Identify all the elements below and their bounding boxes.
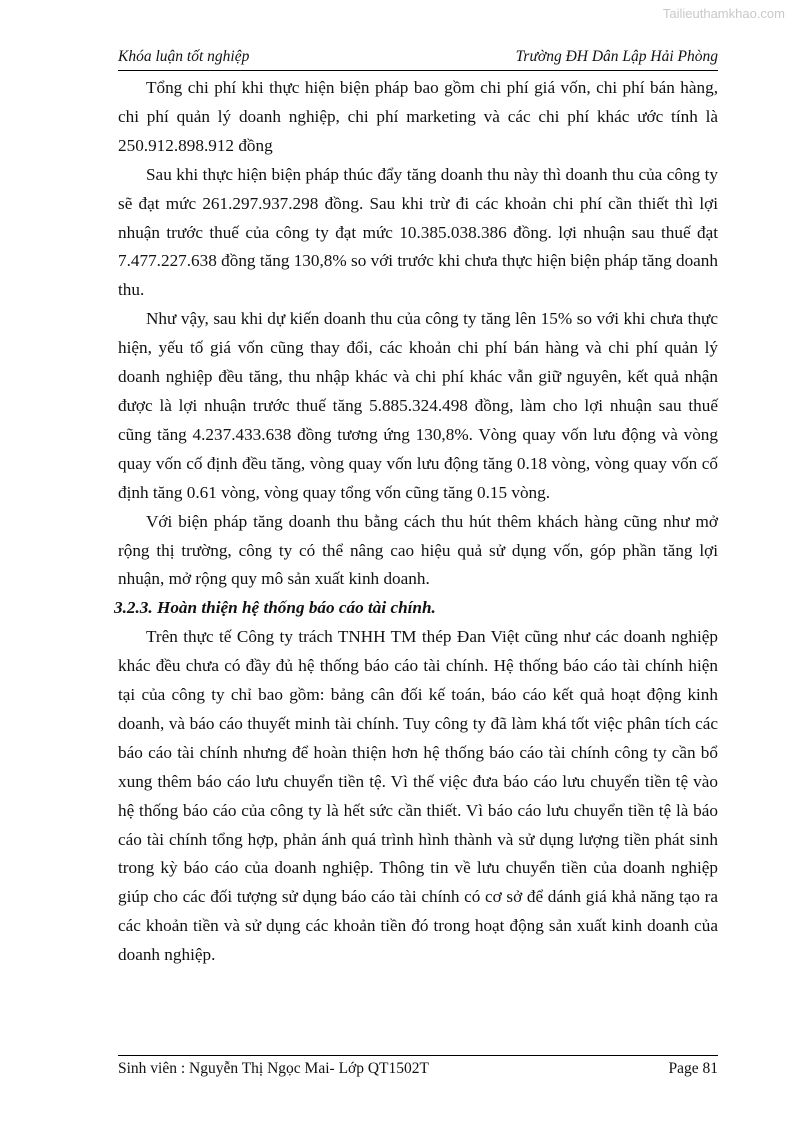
paragraph-financial-reports: Trên thực tế Công ty trách TNHH TM thép Đan Việt cũng như các doanh nghiệp khác đều chưa có đầy đủ hệ thống báo cáo tài chính. Hệ thống báo cáo tài chính hiện tại của công ty chỉ bao gồm: bảng cân đối kế toán, báo cáo kết quả hoạt động kinh doanh, và báo cáo thuyết minh tài chính. Tuy công ty đã làm khá tốt việc phân tích các báo cáo tài chính nhưng để hoàn thiện hơn hệ thống báo cáo tài chính công ty cần bổ xung thêm báo cáo lưu chuyển tiền tệ. Vì thế việc đưa báo cáo lưu chuyển tiền tệ vào hệ thống báo cáo của công ty là hết sức cần thiết. Vì báo cáo lưu chuyển tiền tệ là báo cáo tài chính tổng hợp, phản ánh quá trình hình thành và sử dụng lượng tiền phát sinh trong kỳ báo cáo của doanh nghiệp. Thông tin về lưu chuyển tiền của doanh nghiệp giúp cho các đối tượng sử dụng báo cáo tài chính có cơ sở để dánh giá khả năng tạo ra các khoản tiền và sử dụng các khoản tiền đó trong hoạt động sản xuất kinh doanh của doanh nghiệp. — [118, 627, 718, 965]
paragraph-total-cost: Tổng chi phí khi thực hiện biện pháp bao gồm chi phí giá vốn, chi phí bán hàng, chi phí quản lý doanh nghiệp, chi phí marketing và các chi phí khác ước tính là 250.912.898.912 đồng — [118, 78, 718, 155]
header-university: Trường ĐH Dân Lập Hải Phòng — [515, 48, 718, 65]
page-header — [118, 48, 718, 71]
watermark: Tailieuthamkhao.com — [662, 6, 785, 21]
paragraph-revenue-result: Sau khi thực hiện biện pháp thúc đẩy tăng doanh thu này thì doanh thu của công ty sẽ đạt mức 261.297.937.298 đồng. Sau khi trừ đi các khoản chi phí cần thiết thì lợi nhuận trước thuế của công ty đạt mức 10.385.038.386 đồng. lợi nhuận sau thuế đạt 7.477.227.638 đồng tăng 130,8% so với trước khi chưa thực hiện biện pháp tăng doanh thu. — [118, 164, 718, 300]
paragraph-summary: Như vậy, sau khi dự kiến doanh thu của công ty tăng lên 15% so với khi chưa thực hiện, yếu tố giá vốn cũng thay đổi, các khoản chi phí bán hàng và chi phí quản lý doanh nghiệp đều tăng, thu nhập khác và chi phí khác vẫn giữ nguyên, kết quả nhận được là lợi nhuận trước thuế tăng 5.885.324.498 đồng, làm cho lợi nhuận sau thuế cũng tăng 4.237.433.638 đồng tương ứng 130,8%. Vòng quay vốn lưu động và vòng quay vốn cố định đều tăng, vòng quay vốn lưu động tăng 0.18 vòng, vòng quay vốn cố định tăng 0.61 vòng, vòng quay tổng vốn cũng tăng 0.15 vòng. — [118, 309, 718, 502]
page-footer — [118, 1055, 718, 1078]
header-thesis-title: Khóa luận tốt nghiệp — [118, 48, 250, 65]
footer-student: Sinh viên : Nguyễn Thị Ngọc Mai- Lớp QT1502T — [118, 1060, 429, 1077]
paragraph-conclusion: Với biện pháp tăng doanh thu bằng cách thu hút thêm khách hàng cũng như mở rộng thị trường, công ty có thể nâng cao hiệu quả sử dụng vốn, góp phần tăng lợi nhuận, mở rộng quy mô sản xuất kinh doanh. — [118, 511, 718, 589]
section-heading: 3.2.3. Hoàn thiện hệ thống báo cáo tài chính. — [114, 598, 436, 618]
page-body — [114, 74, 718, 970]
page-number: Page 81 — [668, 1060, 718, 1077]
